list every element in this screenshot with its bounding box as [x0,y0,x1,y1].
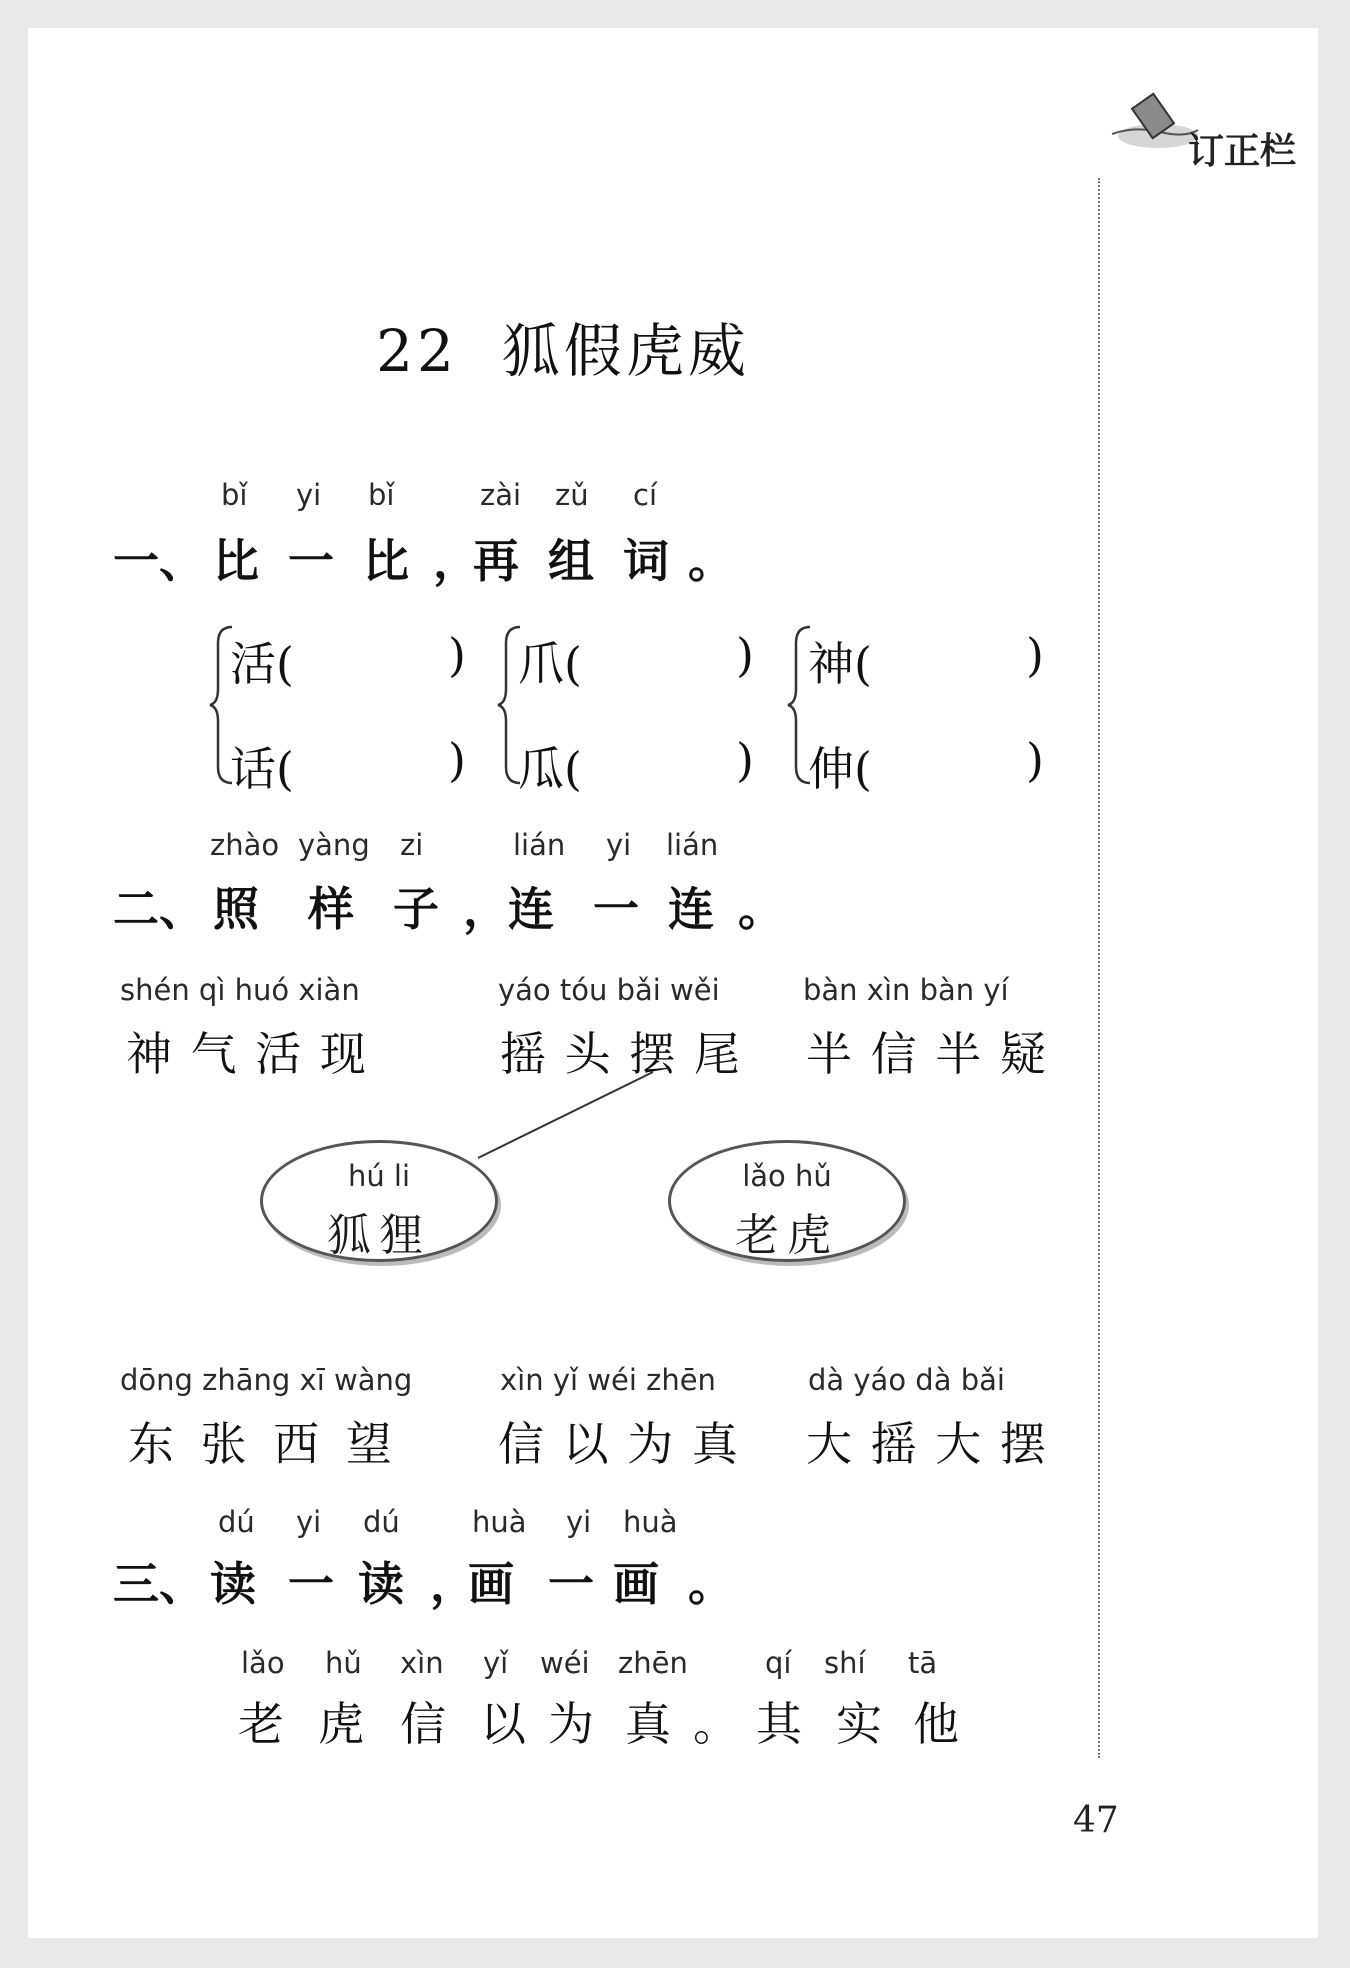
sentence-char: 以 [480,1697,526,1751]
sentence-pinyin: tā [908,1646,938,1680]
heading-char: 画 [613,1557,659,1611]
idiom-pinyin: bàn xìn bàn yí [803,973,1009,1007]
heading-char: ， [433,534,479,588]
pinyin: zài [480,478,522,512]
heading-char: 组 [548,534,594,588]
idiom-bottom-2: 信 以 为 真 [498,1417,740,1471]
sentence-char: 为 [548,1697,594,1751]
pinyin: huà [623,1505,678,1539]
sentence-char: 其 [756,1697,802,1751]
close-paren: ) [736,733,754,787]
word-group-2-bottom: 瓜( [518,742,582,796]
heading-char: ， [430,1557,476,1611]
idiom-pinyin: yáo tóu bǎi wěi [498,973,720,1007]
heading-char: 词 [623,534,669,588]
sentence-char: 老 [238,1697,284,1751]
pinyin: bǐ [221,478,248,512]
heading-char: ， [463,882,509,936]
pinyin: zhào [210,828,280,862]
section-numeral: 一、 [113,534,205,588]
heading-char: 连 [668,882,714,936]
idiom-pinyin: dōng zhāng xī wàng [120,1363,413,1397]
idiom-top-1: 神 气 活 现 [126,1027,368,1081]
correction-column-divider [1098,178,1100,1758]
close-paren: ) [1026,733,1044,787]
sentence-pinyin: zhēn [618,1646,688,1680]
workbook-page [28,28,1318,1938]
pinyin: yàng [298,828,370,862]
animal-pinyin: hú li [347,1159,411,1193]
sentence-char: 真 [625,1697,671,1751]
pinyin: dú [363,1505,400,1539]
close-paren: ) [1026,628,1044,682]
page-number: 47 [1073,1800,1119,1841]
heading-char: 。 [738,882,784,936]
heading-char: 比 [213,534,259,588]
heading-char: 。 [688,534,734,588]
animal-name: 老虎 [735,1210,839,1261]
lesson-title [28,304,1098,388]
pinyin: cí [633,478,658,512]
close-paren: ) [448,733,466,787]
heading-char: 一 [548,1557,594,1611]
pinyin: huà [472,1505,527,1539]
heading-char: 读 [210,1557,256,1611]
example-connect-line [448,1068,668,1168]
pinyin: yi [606,828,632,862]
sentence-char: 虎 [318,1697,364,1751]
pinyin: dú [218,1505,255,1539]
correction-column-label: 订正栏 [1188,131,1297,172]
heading-char: 比 [363,534,409,588]
animal-pinyin: lǎo hǔ [742,1159,832,1193]
word-group-3-top: 神( [808,637,872,691]
sentence-char: 。 [693,1697,739,1751]
idiom-top-3: 半 信 半 疑 [806,1027,1048,1081]
close-paren: ) [448,628,466,682]
sentence-char: 实 [836,1697,882,1751]
pinyin: yi [296,478,322,512]
sentence-pinyin: yǐ [483,1646,509,1680]
idiom-bottom-3: 大 摇 大 摆 [806,1417,1048,1471]
heading-char: 。 [688,1557,734,1611]
sentence-pinyin: shí [824,1646,866,1680]
pinyin: lián [513,828,566,862]
sentence-pinyin: xìn [400,1646,444,1680]
sentence-pinyin: qí [765,1646,792,1680]
pinyin: lián [666,828,719,862]
heading-char: 样 [308,882,354,936]
heading-char: 一 [288,534,334,588]
lesson-number: 22 [376,317,458,385]
pencil-icon [1110,86,1200,156]
heading-char: 再 [473,534,519,588]
word-group-1-top: 活( [230,637,294,691]
heading-char: 照 [213,882,259,936]
heading-char: 一 [288,1557,334,1611]
animal-oval-fox[interactable] [260,1140,498,1262]
lesson-title-text: 狐假虎威 [501,317,750,385]
section-numeral: 三、 [113,1557,205,1611]
pinyin: yi [566,1505,592,1539]
close-paren: ) [736,628,754,682]
idiom-top-2: 摇 头 摆 尾 [500,1027,742,1081]
sentence-pinyin: lǎo [241,1646,285,1680]
heading-char: 连 [508,882,554,936]
idiom-bottom-1: 东 张 西 望 [128,1417,398,1471]
idiom-pinyin: xìn yǐ wéi zhēn [500,1363,716,1397]
word-group-1-bottom: 话( [230,742,294,796]
animal-oval-tiger[interactable] [668,1140,906,1262]
idiom-pinyin: dà yáo dà bǎi [808,1363,1005,1397]
animal-name: 狐狸 [327,1210,431,1261]
sentence-char: 信 [400,1697,446,1751]
pinyin: yi [296,1505,322,1539]
pinyin: zǔ [555,478,589,512]
pinyin: bǐ [368,478,395,512]
section-numeral: 二、 [113,882,205,936]
heading-char: 一 [593,882,639,936]
idiom-pinyin: shén qì huó xiàn [120,973,360,1007]
sentence-pinyin: wéi [540,1646,590,1680]
heading-char: 子 [393,882,439,936]
sentence-pinyin: hǔ [325,1646,362,1680]
word-group-2-top: 爪( [518,637,582,691]
word-group-3-bottom: 伸( [808,742,872,796]
sentence-char: 他 [913,1697,959,1751]
pinyin: zi [400,828,424,862]
heading-char: 读 [358,1557,404,1611]
heading-char: 画 [468,1557,514,1611]
